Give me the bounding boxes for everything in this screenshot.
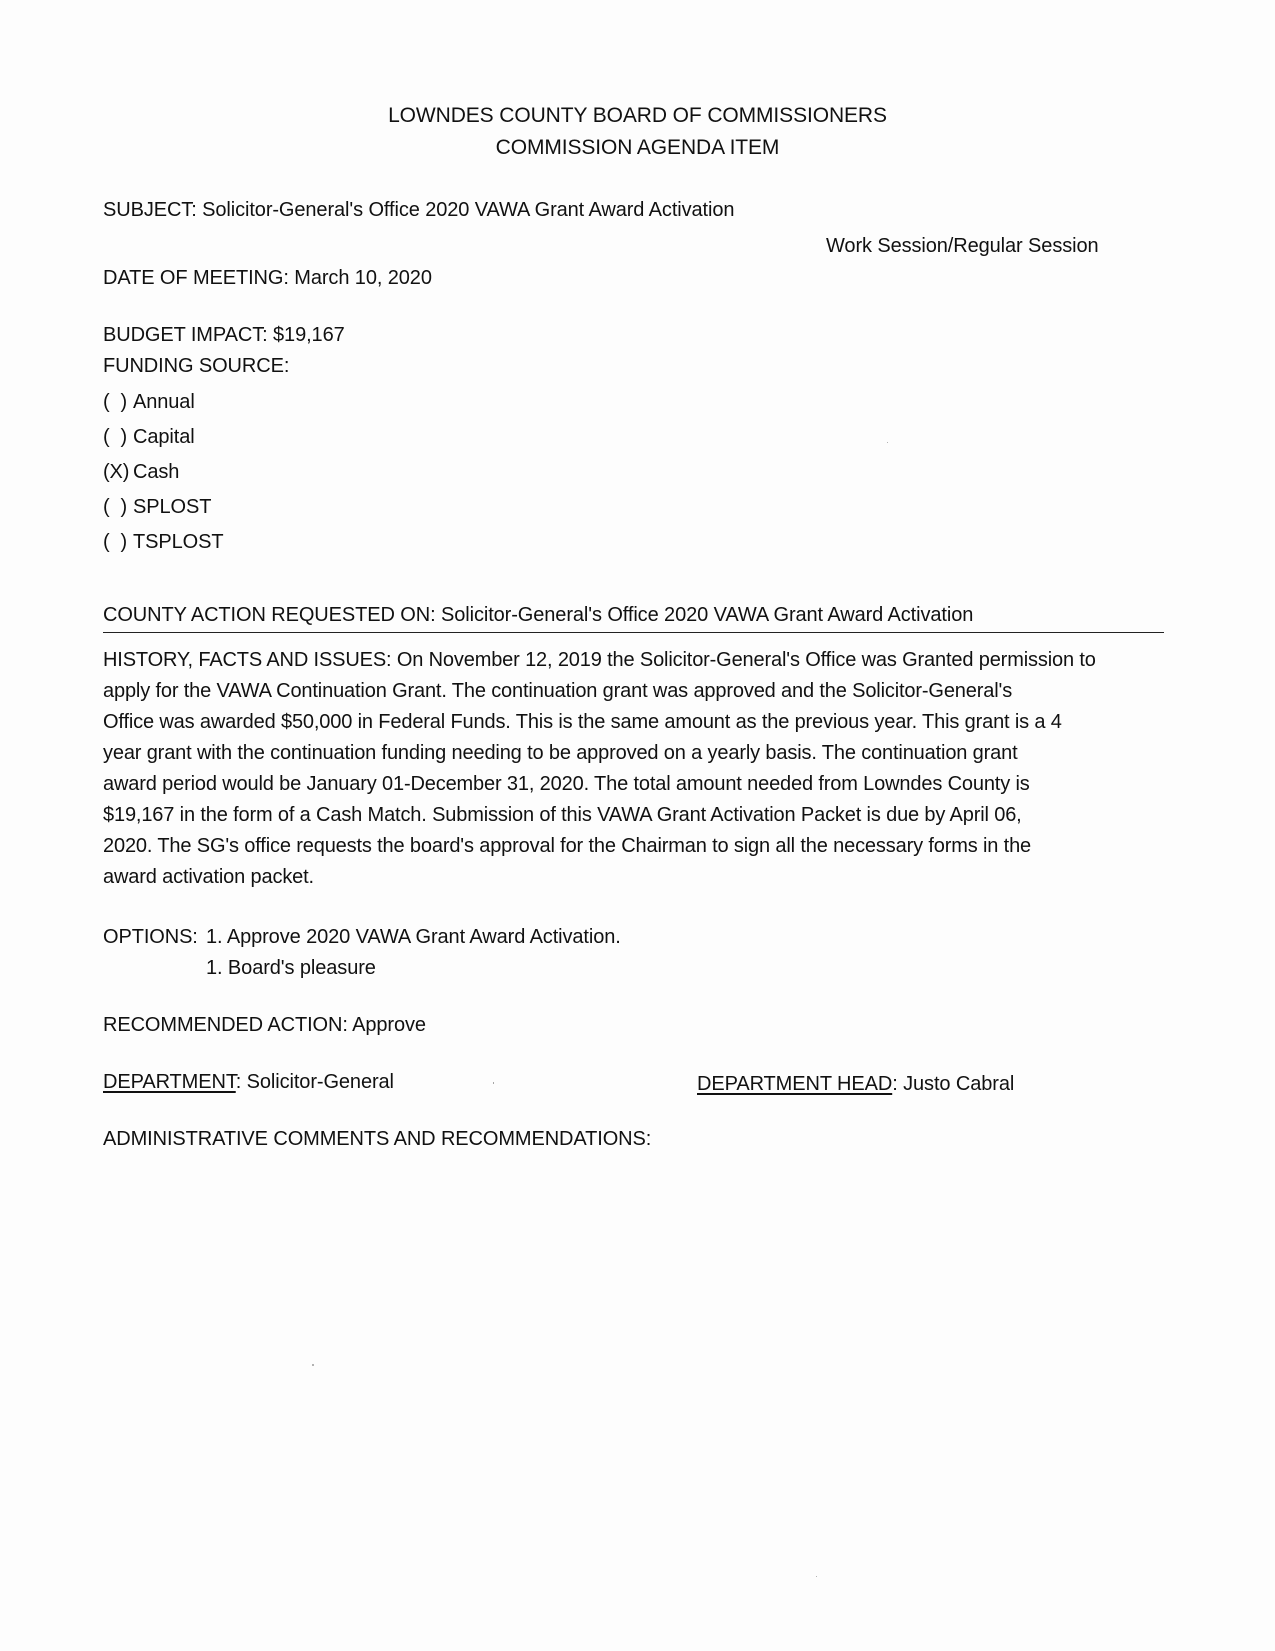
- checkbox-mark-checked: (X): [103, 461, 130, 483]
- meeting-date-line: [103, 266, 432, 290]
- department-head-line: [697, 1072, 1014, 1096]
- department-value: : Solicitor-General: [235, 1071, 394, 1093]
- scan-speck: [887, 442, 888, 443]
- budget-impact-value: $19,167: [273, 324, 345, 346]
- county-action-line: [103, 603, 973, 627]
- recommended-action-value: Approve: [352, 1014, 426, 1036]
- history-line: $19,167 in the form of a Cash Match. Submission of this VAWA Grant Activation Packet is due by April 06,: [103, 804, 1022, 826]
- budget-impact-label: BUDGET IMPACT:: [103, 324, 268, 346]
- meeting-date-value: March 10, 2020: [294, 267, 432, 289]
- scan-speck: [493, 1082, 494, 1084]
- option-item: 1. Approve 2020 VAWA Grant Award Activation.: [206, 926, 621, 948]
- department-label: DEPARTMENT: [103, 1071, 236, 1093]
- recommended-action-line: [103, 1013, 426, 1037]
- checkbox-mark: ( ): [103, 426, 128, 448]
- funding-option-cash: [103, 460, 179, 484]
- history-line: apply for the VAWA Continuation Grant. The continuation grant was approved and the Solicitor-General's: [103, 680, 1013, 702]
- history-line: Office was awarded $50,000 in Federal Funds. This is the same amount as the previous year. This grant is a 4: [103, 711, 1062, 733]
- funding-option-label: Cash: [133, 461, 180, 483]
- history-line: 2020. The SG's office requests the board's approval for the Chairman to sign all the necessary forms in the: [103, 835, 1032, 857]
- checkbox-mark: ( ): [103, 496, 128, 518]
- history-facts-issues: [103, 645, 1173, 893]
- department-head-value: : Justo Cabral: [892, 1073, 1015, 1095]
- option-item: 1. Board's pleasure: [206, 957, 376, 979]
- recommended-action-label: RECOMMENDED ACTION:: [103, 1014, 348, 1036]
- scan-speck: [816, 1576, 817, 1577]
- funding-option-label: TSPLOST: [133, 531, 224, 553]
- funding-option-label: Capital: [133, 426, 195, 448]
- funding-option-splost: [103, 495, 211, 519]
- history-line: award period would be January 01-December 31, 2020. The total amount needed from Lowndes County is: [103, 773, 1030, 795]
- document-type-title: COMMISSION AGENDA ITEM: [495, 136, 780, 159]
- funding-option-annual: [103, 390, 195, 414]
- funding-option-label: Annual: [133, 391, 195, 413]
- subject-label: SUBJECT:: [103, 199, 197, 221]
- department-line: [103, 1070, 394, 1094]
- meeting-date-label: DATE OF MEETING:: [103, 267, 289, 289]
- organization-title: LOWNDES COUNTY BOARD OF COMMISSIONERS: [388, 104, 887, 127]
- funding-source-label: FUNDING SOURCE:: [103, 355, 290, 377]
- administrative-comments-label: ADMINISTRATIVE COMMENTS AND RECOMMENDATIONS:: [103, 1128, 652, 1150]
- checkbox-mark: ( ): [103, 391, 128, 413]
- checkbox-mark: ( ): [103, 531, 128, 553]
- history-line: HISTORY, FACTS AND ISSUES: On November 12, 2019 the Solicitor-General's Office was Granted permission to: [103, 649, 1096, 671]
- funding-option-capital: [103, 425, 195, 449]
- budget-impact-line: [103, 323, 345, 347]
- options-label: OPTIONS:: [103, 926, 198, 948]
- session-type: Work Session/Regular Session: [826, 235, 1099, 257]
- county-action-label: COUNTY ACTION REQUESTED ON:: [103, 604, 436, 626]
- subject-line: [103, 198, 734, 222]
- county-action-value: Solicitor-General's Office 2020 VAWA Grant Award Activation: [441, 604, 974, 626]
- history-line: award activation packet.: [103, 866, 314, 888]
- subject-value: Solicitor-General's Office 2020 VAWA Grant Award Activation: [202, 199, 735, 221]
- funding-option-tsplost: [103, 530, 223, 554]
- funding-option-label: SPLOST: [133, 496, 212, 518]
- history-line: year grant with the continuation funding needing to be approved on a yearly basis. The continuation grant: [103, 742, 1018, 764]
- scan-speck: [312, 1364, 314, 1366]
- section-divider: [103, 632, 1164, 633]
- department-head-label: DEPARTMENT HEAD: [697, 1073, 893, 1095]
